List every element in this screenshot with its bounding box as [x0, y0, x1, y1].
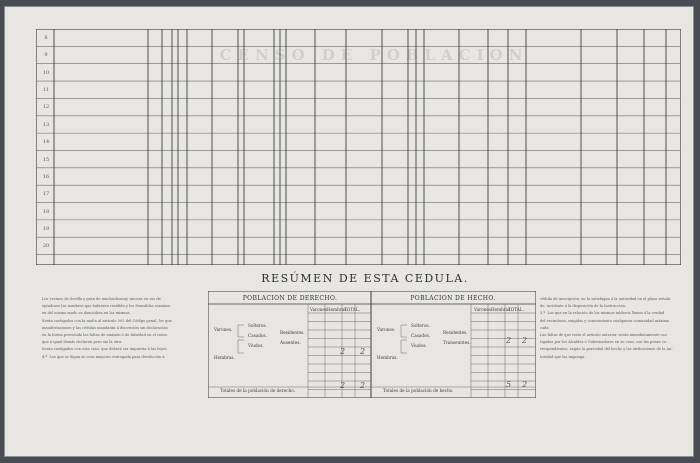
hecho-row-label: Residentes. — [443, 330, 468, 335]
right-instructions — [540, 296, 673, 361]
instruction-line: Serán castigados con esta caso, que deberá ser impuesta á las leyes. — [42, 347, 168, 352]
census-ledger-grid — [36, 29, 681, 265]
instruction-line: tigadas por los Alcaldes ó Gobernadores en su caso, con las penas co- — [540, 340, 668, 345]
hecho-handwritten-entry: 2 — [506, 336, 512, 345]
derecho-col-header: TOTAL. — [344, 307, 360, 312]
hecho-handwritten-entry: 5 — [506, 380, 512, 389]
hecho-row-label: Casados. — [411, 333, 431, 338]
instruction-line: 5.ª Los que en la relación de los mismos tableros llenen á la verdad — [540, 311, 665, 316]
derecho-handwritten-entry: 2 — [360, 381, 366, 390]
derecho-row-label: Hembras. — [214, 355, 235, 360]
derecho-row-label: Residentes. — [280, 330, 305, 335]
hecho-row-label: Totales de la población de hecho. — [383, 388, 454, 393]
derecho-row-label: Viudos. — [248, 343, 264, 348]
derecho-row-label: Varones. — [214, 327, 233, 332]
derecho-row-label: Casados. — [248, 333, 268, 338]
ledger-row-number: 17 — [42, 191, 50, 198]
hecho-col-header: Hembras. — [491, 307, 512, 312]
ledger-row-number: 13 — [42, 121, 50, 128]
instruction-line: en del mismo modo se domicilien en las mismas. — [42, 311, 131, 316]
derecho-handwritten-entry: 2 — [340, 381, 346, 390]
derecho-row-label: Ausentes. — [280, 340, 301, 345]
instruction-line: do, incidente á la disposición de la Instrucción. — [540, 304, 626, 309]
hecho-row-label: Viudos. — [411, 343, 427, 348]
hecho-row-label: Varones. — [377, 327, 396, 332]
ledger-row-number: 19 — [42, 225, 50, 232]
hecho-row-label: Transeuntes. — [443, 340, 471, 345]
instruction-line: que á igual demás declaren pero sin la otra. — [42, 340, 123, 345]
instruction-line: Serán castigados con la multa al artículo 502 del Código penal, los que — [42, 318, 172, 323]
instruction-line: del vecindario, exigidas y conocimiento cualquiera comunidad máxima — [540, 318, 670, 323]
hecho-col-header: TOTAL. — [508, 307, 524, 312]
ledger-row-number: 16 — [42, 173, 50, 180]
ledger-row-number: 15 — [42, 156, 50, 163]
instruction-line: cada. — [540, 325, 550, 330]
ledger-row-number: 11 — [42, 87, 50, 94]
ledger-row-number: 14 — [42, 139, 50, 146]
hecho-heading: POBLACION DE HECHO. — [410, 295, 496, 302]
derecho-col-header: Varones. — [310, 307, 329, 312]
derecho-handwritten-entry: 2 — [360, 347, 366, 356]
hecho-handwritten-entry: 2 — [522, 336, 528, 345]
ledger-row-number: 10 — [42, 69, 50, 76]
hecho-row-label: Hembras. — [377, 355, 398, 360]
ledger-row-number: 18 — [42, 208, 50, 215]
derecho-heading: POBLACION DE DERECHO. — [242, 295, 338, 302]
ledger-row-number: 8 — [44, 35, 48, 42]
instruction-line: Los vecinos de Sevilla y gran de muchachomuy sincera en sus de — [42, 297, 161, 301]
instruction-line: 4.ª Los que se digan se cosa mayores entregada para devolución á — [42, 354, 165, 359]
instruction-line: Las faltas de que trata el articulo anterior, serán inmediatamente cas- — [540, 333, 668, 338]
instruction-line: en la forma prevenida las faltas de omisión ó de falsedad en el censo — [42, 333, 168, 338]
bleed-through-header: CENSO DE POBLACION — [219, 46, 529, 64]
hecho-col-header: Varones. — [474, 307, 493, 312]
instruction-line: manifestaciones y las cédulas mandarán á discreción sin declaración — [42, 325, 168, 330]
hecho-handwritten-entry: 2 — [522, 380, 528, 389]
derecho-handwritten-entry: 2 — [340, 347, 346, 356]
ledger-row-number: 9 — [44, 52, 48, 59]
instruction-line: cédula de inscripción, en la satisfagan á la autoridad en el plazo señala- — [540, 297, 672, 301]
derecho-row-label: Totales de la población de derecho. — [220, 388, 296, 393]
left-instructions — [42, 296, 172, 361]
derecho-col-header: Hembras. — [327, 307, 348, 312]
instruction-line: rrespondientes, según la gravedad del hecho y las atribuciones de la Au- — [540, 347, 673, 352]
derecho-row-label: Solteros. — [248, 323, 267, 328]
hecho-row-label: Solteros. — [411, 323, 430, 328]
instruction-line: eptadores las nombres que hubieren residido y los fenasibles esasinos — [42, 304, 171, 309]
summary-title: RESÚMEN DE ESTA CEDULA. — [261, 272, 469, 285]
ledger-row-number: 12 — [42, 104, 50, 111]
ledger-row-number: 20 — [42, 243, 50, 250]
instruction-line: toridad que las imponga. — [540, 354, 586, 359]
